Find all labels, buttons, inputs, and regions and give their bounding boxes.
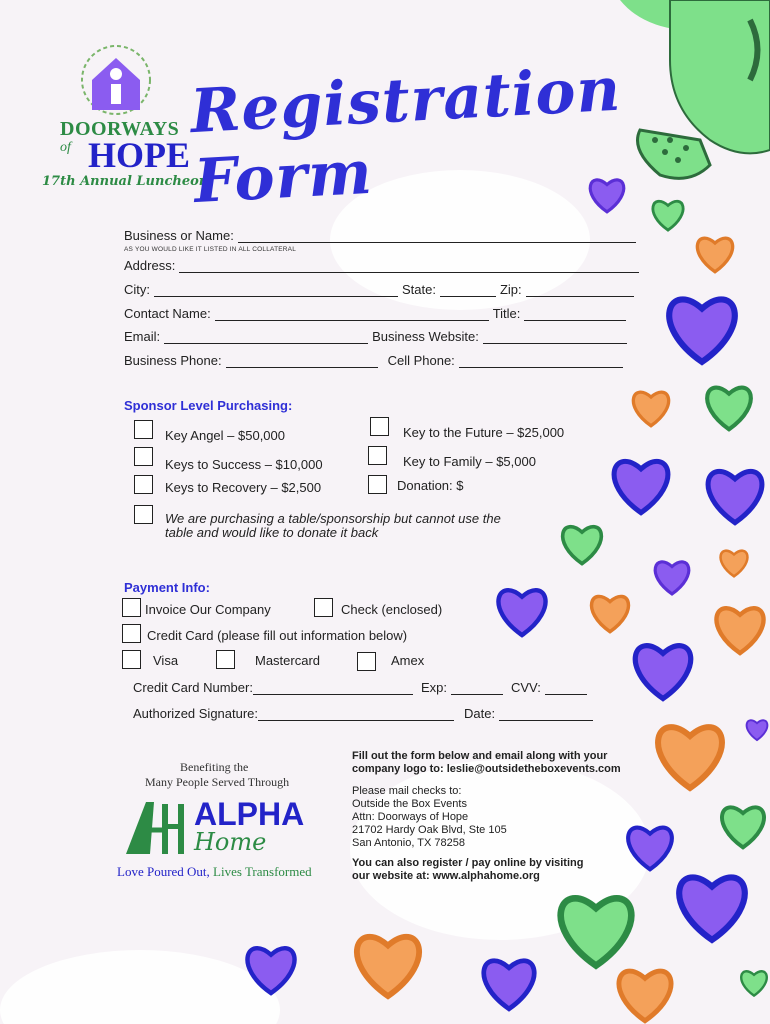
city-label: City: [124, 282, 150, 297]
mastercard-label: Mastercard [255, 653, 321, 668]
cc-number-field[interactable] [253, 682, 413, 695]
heart-decoration [650, 716, 730, 792]
logo-text-hope: HOPE [88, 135, 191, 175]
contact-row [124, 306, 630, 321]
credit-card-label: Credit Card (please fill out information below) [147, 628, 408, 643]
heart-decoration [650, 556, 694, 596]
heart-decoration [716, 546, 752, 578]
signature-label: Authorized Signature: [133, 706, 259, 721]
email-row [124, 329, 631, 344]
tagline-part1: Love Poured Out, [117, 864, 210, 879]
online-line2: our website at: www.alphahome.org [352, 870, 540, 882]
business-phone-field[interactable] [226, 355, 378, 368]
invoice-checkbox[interactable] [122, 598, 141, 617]
donation-label: Donation: $ [397, 478, 464, 493]
cloud-decoration [0, 950, 280, 1024]
business-phone-label: Business Phone: [124, 353, 222, 368]
cvv-field[interactable] [545, 682, 587, 695]
mail-line2: Outside the Box Events [352, 798, 467, 810]
invoice-label: Invoice Our Company [145, 602, 271, 617]
heart-decoration [622, 820, 678, 872]
heart-decoration [660, 288, 744, 366]
donation-checkbox[interactable] [368, 475, 387, 494]
city-row [124, 282, 638, 297]
heart-decoration [738, 962, 770, 1002]
heart-decoration [606, 452, 676, 516]
visa-label: Visa [153, 653, 179, 668]
donate-back-label-line2: table and would like to donate it back [165, 525, 379, 540]
donate-back-label-line1: We are purchasing a table/sponsorship but cannot use the [165, 511, 501, 526]
amex-label: Amex [391, 653, 425, 668]
title-field[interactable] [524, 308, 626, 321]
address-label: Address: [124, 258, 176, 273]
signature-row [133, 706, 597, 721]
instructions-line1: Fill out the form below and email along with your [352, 750, 608, 762]
keys-recovery-checkbox[interactable] [134, 475, 153, 494]
instructions-line2: company logo to: leslie@outsidetheboxevents.com [352, 763, 621, 775]
zip-label: Zip: [499, 282, 522, 297]
check-checkbox[interactable] [314, 598, 333, 617]
business-name-field[interactable] [238, 230, 636, 243]
address-field[interactable] [179, 260, 639, 273]
logo-text-of: of [60, 140, 71, 155]
website-field[interactable] [483, 331, 627, 344]
keys-success-label: Keys to Success – $10,000 [165, 457, 323, 472]
heart-decoration [240, 940, 302, 996]
key-angel-checkbox[interactable] [134, 420, 153, 439]
mastercard-checkbox[interactable] [216, 650, 235, 669]
benefit-line2: Many People Served Through [145, 775, 290, 789]
benefit-line1: Benefiting the [180, 760, 249, 774]
cell-phone-label: Cell Phone: [387, 353, 455, 368]
key-angel-label: Key Angel – $50,000 [165, 428, 285, 443]
heart-decoration [586, 590, 634, 634]
heart-decoration [648, 196, 688, 232]
heart-decoration [700, 462, 770, 526]
credit-card-number-row [133, 680, 591, 695]
heart-decoration [700, 380, 758, 432]
heart-decoration [348, 926, 428, 1000]
website-label: Business Website: [372, 329, 479, 344]
key-future-checkbox[interactable] [370, 417, 389, 436]
heart-decoration [556, 520, 608, 566]
business-name-row [124, 228, 640, 243]
email-field[interactable] [164, 331, 368, 344]
business-name-note: AS YOU WOULD LIKE IT LISTED IN ALL COLLATERAL [124, 246, 297, 253]
home-text: Home [194, 828, 267, 856]
signature-field[interactable] [258, 708, 454, 721]
heart-decoration [628, 636, 698, 702]
keys-success-checkbox[interactable] [134, 447, 153, 466]
heart-decoration [628, 386, 674, 428]
heart-decoration [744, 708, 770, 750]
online-line1: You can also register / pay online by visiting [352, 857, 584, 869]
doorways-of-hope-logo [40, 44, 209, 199]
tagline [117, 864, 312, 880]
visa-checkbox[interactable] [122, 650, 141, 669]
payment-heading: Payment Info: [124, 580, 210, 595]
amex-checkbox[interactable] [357, 652, 376, 671]
date-field[interactable] [499, 708, 593, 721]
heart-decoration [490, 582, 554, 638]
mail-line5: San Antonio, TX 78258 [352, 837, 465, 849]
phone-row [124, 353, 627, 368]
credit-card-checkbox[interactable] [122, 624, 141, 643]
business-name-label: Business or Name: [124, 228, 234, 243]
sponsor-heading: Sponsor Level Purchasing: [124, 398, 293, 413]
state-label: State: [402, 282, 436, 297]
event-name: 17th Annual Luncheon [42, 174, 209, 189]
heart-decoration [692, 232, 738, 274]
keys-recovery-label: Keys to Recovery – $2,500 [165, 480, 322, 495]
key-future-label: Key to the Future – $25,000 [403, 425, 565, 440]
heart-decoration [716, 800, 770, 850]
tagline-part2: Lives Transformed [213, 864, 312, 879]
exp-label: Exp: [420, 680, 447, 695]
logo-text-doorways: DOORWAYS [60, 118, 180, 140]
contact-name-field[interactable] [215, 308, 489, 321]
cvv-label: CVV: [510, 680, 541, 695]
heart-decoration [476, 952, 542, 1012]
check-label: Check (enclosed) [341, 602, 443, 617]
address-row [124, 258, 643, 273]
page-title: Registration Form [188, 54, 623, 218]
zip-field[interactable] [526, 284, 634, 297]
key-family-label: Key to Family – $5,000 [403, 454, 536, 469]
mail-line4: 21702 Hardy Oak Blvd, Ste 105 [352, 824, 507, 836]
heart-decoration [548, 886, 644, 970]
heart-decoration [612, 962, 678, 1024]
title-label: Title: [492, 306, 521, 321]
email-label: Email: [124, 329, 161, 344]
alpha-text: ALPHA [194, 796, 305, 832]
alpha-home-mark-icon [122, 798, 192, 856]
state-field[interactable] [440, 284, 496, 297]
donate-back-checkbox[interactable] [134, 505, 153, 524]
contact-name-label: Contact Name: [124, 306, 211, 321]
mail-line1: Please mail checks to: [352, 785, 462, 797]
city-field[interactable] [154, 284, 398, 297]
exp-field[interactable] [451, 682, 503, 695]
key-family-checkbox[interactable] [368, 446, 387, 465]
cell-phone-field[interactable] [459, 355, 623, 368]
cc-number-label: Credit Card Number: [133, 680, 253, 695]
alpha-home-logo [122, 796, 305, 861]
heart-decoration [670, 866, 754, 944]
date-label: Date: [464, 706, 496, 721]
heart-decoration [710, 600, 770, 656]
mail-line3: Attn: Doorways of Hope [352, 811, 469, 823]
